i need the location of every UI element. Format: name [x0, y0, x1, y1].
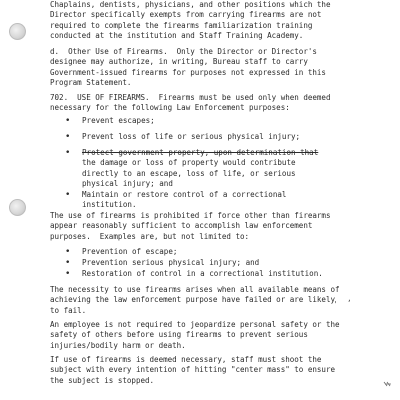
bullet-icon: • — [65, 132, 71, 142]
bullet-icon: • — [65, 116, 71, 126]
paragraph-prohibited-use: The use of firearms is prohibited if force other than firearms appear reasonably sufficient to accomplish law enforcement purposes. Examples are, but not limited to: — [50, 211, 331, 241]
margin-mark: , — [347, 294, 352, 303]
paragraph-other-use: d. Other Use of Firearms. Only the Director or Director's designee may authorize, in writing, Bureau staff to carry Government-issued firearms for purposes not expressed in this Program Statement. — [50, 47, 326, 88]
bullet-icon: • — [65, 148, 71, 158]
paragraph-necessity: The necessity to use firearms arises when all available means of achieving the law enforcement purpose have failed or are likely to fail. — [50, 285, 340, 315]
bullet-icon: • — [65, 247, 71, 257]
paragraph-center-mass: If use of firearms is deemed necessary, staff must shoot the subject with every intention of hitting "center mass" to ensure the subject is stopped. — [50, 355, 335, 385]
paragraph-personal-safety: An employee is not required to jeopardize personal safety or the safety of others before using firearms to prevent serious injuries/bodily harm or death. — [50, 320, 340, 350]
bullet-icon: • — [65, 258, 71, 268]
margin-mark: ' — [333, 300, 338, 309]
margin-scribble — [383, 380, 393, 388]
struck-text: Protect government property, upon determination that — [82, 148, 319, 157]
document-page: Chaplains, dentists, physicians, and other positions which the Director specifically exempts from carrying firearms are not required to complete the firearms familiarization training conducted at the institution and Staff Training Academy. d. Other Use of Firearms. Only the Director or Director's designee may authorize, in writing, Bureau staff to carry Government-issued firearms for purposes not expressed in this Program Statement. 702. USE OF FIREARMS. Firearms must be used only when deemed necessary for the following Law Enforcement purposes: • Prevent escapes; • Prevent loss of life or serious physical injury; • Protect government property, upon determination that the damage or loss of property would contribute directly to an escape, loss of life, or serious physical injury; and • Maintain or restore control of a correctional institution. The use of firearms is prohibited if force other than firearms appear reasonably sufficient to accomplish law enforcement purposes. Examples are, but not limited to: • Prevention of escape; • Prevention serious physical injury; and • Restoration of control in a correctional institution. The necessity to use firearms arises when all available means of achieving the law enforcement purpose have failed or are likely to fail. , ' An employee is not required to jeopardize personal safety or the safety of others before using firearms to prevent serious injuries/bodily harm or death. If use of firearms is deemed necessary, staff must shoot the subject with every intention of hitting "center mass" to ensure the subject is stopped. — [0, 0, 400, 400]
paragraph-exemptions: Chaplains, dentists, physicians, and other positions which the Director specifically exempts from carrying firearms are not required to complete the firearms familiarization training conducted at the institution and Staff Training Academy. — [50, 0, 331, 41]
bullet-icon: • — [65, 269, 71, 279]
section-702-heading: 702. USE OF FIREARMS. Firearms must be used only when deemed necessary for the following Law Enforcement purposes: — [50, 93, 331, 113]
bullet-icon: • — [65, 190, 71, 200]
punch-hole — [9, 199, 26, 216]
punch-hole — [9, 23, 26, 40]
